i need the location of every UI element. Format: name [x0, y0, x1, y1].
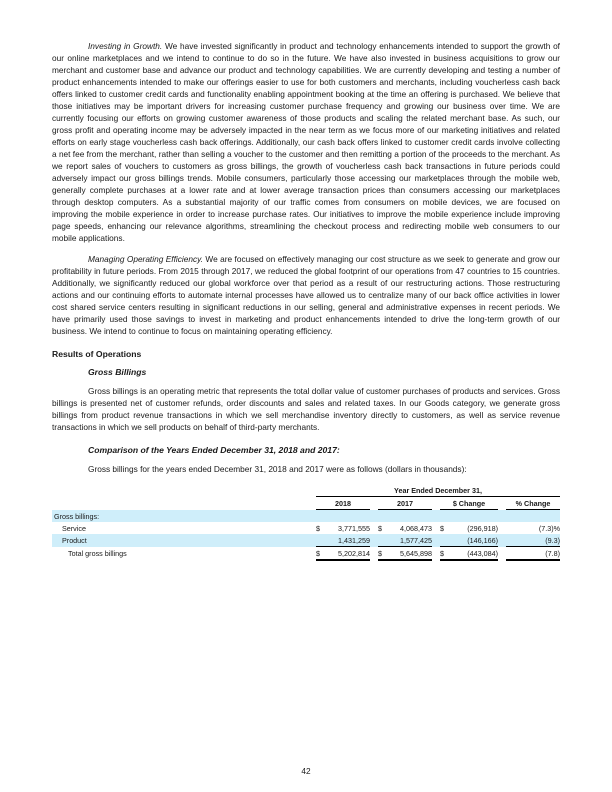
managing-efficiency-text: We are focused on effectively managing our cost structure as we seek to generate and grow our profitability in future periods. From 2015 through 2017, we reduced the global footprint of our operations from 47 countries to 15 countries. Additionally, we significantly reduced our global workforce over that period as a result of our restructuring actions. Those restructuring actions and our continuing efforts to automate internal processes have allowed us to centralize many of our back office activities in lower cost shared service centers resulting in significant reductions in our selling, general and administrative expenses in recent periods. We have primarily used those savings to invest in marketing and product enhancements intended to drive the long-term growth of our business. We intend to continue to focus on maintaining operating efficiency. [52, 254, 560, 336]
page-number: 42 [301, 766, 311, 776]
currency-symbol [440, 534, 448, 547]
managing-efficiency-lead: Managing Operating Efficiency. [88, 254, 203, 264]
row-label: Service [62, 523, 86, 533]
value-percent-change: (7.8) [506, 547, 560, 561]
currency-symbol: $ [378, 547, 386, 561]
value-percent-change: (9.3) [506, 534, 560, 547]
table-row-service [52, 522, 560, 534]
value-2017: 5,645,898 [386, 547, 432, 561]
comparison-heading: Comparison of the Years Ended December 31, 2018 and 2017: [88, 445, 340, 455]
investing-in-growth-paragraph [52, 40, 560, 244]
currency-symbol [378, 534, 386, 547]
value-2018: 1,431,259 [324, 534, 370, 547]
value-2017: 1,577,425 [386, 534, 432, 547]
year-ended-header: Year Ended December 31, [316, 484, 560, 497]
gross-billings-table [52, 484, 560, 561]
document-page [52, 40, 560, 561]
table-section-row [52, 510, 560, 523]
value-2018: 3,771,555 [338, 523, 370, 533]
value-change: (296,918) [467, 523, 498, 533]
gross-billings-section-label: Gross billings: [52, 510, 560, 523]
row-label: Total gross billings [68, 548, 127, 558]
currency-symbol: $ [440, 523, 444, 533]
managing-efficiency-paragraph [52, 253, 560, 337]
value-2017: 4,068,473 [400, 523, 432, 533]
value-2018: 5,202,814 [324, 547, 370, 561]
value-change: (146,166) [448, 534, 498, 547]
comparison-intro-paragraph: Gross billings for the years ended December 31, 2018 and 2017 were as follows (dollars in thousands): [88, 464, 467, 474]
currency-symbol: $ [316, 547, 324, 561]
value-change: (443,084) [448, 547, 498, 561]
investing-in-growth-text: We have invested significantly in product and technology enhancements intended to support the growth of our online marketplaces and we intend to continue to do so in the future. We have also invested in business acquisitions to grow our merchant and customer base and advance our product and technology capabilities. We are currently developing and testing a number of product enhancements intended to make our offerings easier to use for both customers and merchants, including voucherless cash back offers linked to customer credit cards and functionality enabling appointment booking at the time an offering is purchased. We believe that those initiatives may be important drivers for increasing customer purchase frequency and growing our business over time. We are currently focusing our efforts on growing customer awareness of those products and scaling the related merchant base. As such, our gross profit and operating income may be adversely impacted in the near term as we focus more of our marketing initiatives and related efforts on early stage voucherless cash back offerings. Additionally, our cash back offers linked to customer credit cards involve collecting a net fee from the merchant, rather than selling a voucher to the customer and then remitting a portion of the proceeds to the merchant. As we report sales of vouchers to customers as gross billings, the growth of voucherless cash back transactions in future periods could adversely impact our gross billings trends. Mobile consumers, particularly those accessing our marketplaces through the mobile web, generally complete purchases at a lower rate and at lower average transaction prices than consumers accessing our marketplaces through desktop computers. As a substantial majority of our traffic comes from consumers on mobile devices, we are focused on improving the mobile experience in order to increase purchase rates. Our initiatives to improve the mobile experience include improving page speeds, enhancing our relevance algorithms, streamlining the checkout process and redirecting mobile web consumers to our mobile applications. [52, 41, 560, 243]
column-header-2017: 2017 [378, 497, 432, 510]
currency-symbol: $ [378, 523, 382, 533]
table-row-product [52, 534, 560, 547]
column-header-2018: 2018 [316, 497, 370, 510]
currency-symbol: $ [316, 523, 320, 533]
column-header-dollar-change: $ Change [440, 497, 498, 510]
value-percent-change: (7.3)% [538, 523, 560, 533]
currency-symbol [316, 534, 324, 547]
row-label: Product [52, 534, 308, 547]
results-of-operations-heading: Results of Operations [52, 349, 142, 359]
gross-billings-paragraph: Gross billings is an operating metric that represents the total dollar value of customer purchases of products and services. Gross billings is presented net of customer refunds, order discounts and sales and related taxes. In our Goods category, we generate gross billings from product revenue transactions in which we sell merchandise inventory directly to customers, as well as service revenue transactions in which we sell products on behalf of third-party merchants. [52, 386, 560, 432]
investing-in-growth-lead: Investing in Growth. [88, 41, 163, 51]
table-row-total [52, 547, 560, 561]
column-header-percent-change: % Change [506, 497, 560, 510]
currency-symbol: $ [440, 547, 448, 561]
gross-billings-heading: Gross Billings [88, 367, 147, 377]
